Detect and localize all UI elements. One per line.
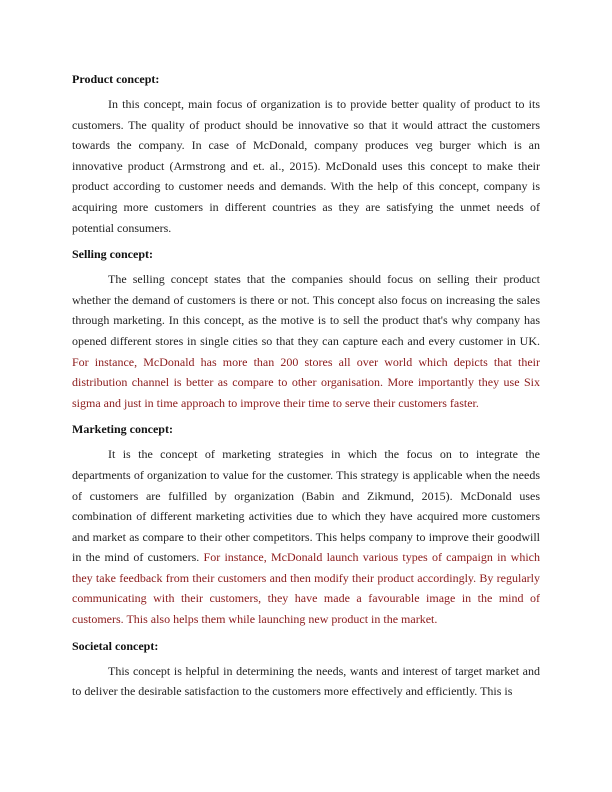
- paragraph-text: This concept is helpful in determining the needs, wants and interest of target market and to deliver the desirable satisfaction to the customers more effectively and efficiently. This is: [72, 663, 540, 699]
- section-paragraph: [72, 444, 540, 629]
- section-heading: Selling concept:: [72, 247, 153, 262]
- paragraph-text: It is the concept of marketing strategies in which the focus on to integrate the departments of organization to value for the customer. This strategy is applicable when the needs of customers are fulfilled by organization (Babin and Zikmund, 2015). McDonald uses combination of different marketing activities due to which they have acquired more customers and market as compare to their other competitors. This helps company to improve their goodwill in the mind of customers.: [72, 447, 540, 565]
- section-product-concept: [72, 70, 540, 238]
- paragraph-highlight: For instance, McDonald launch various types of campaign in which they take feedback from their customers and then modify their product accordingly. By regularly communicating with their customers, they have made a favourable image in the mind of customers. This also helps them while launching new product in the market.: [72, 550, 540, 627]
- paragraph-highlight: For instance, McDonald has more than 200 stores all over world which depicts that their distribution channel is better as compare to other organisation. More importantly they use Six sigma and just in time approach to improve their time to serve their customers faster.: [72, 354, 540, 410]
- section-paragraph: [72, 661, 540, 702]
- section-marketing-concept: [72, 420, 540, 629]
- section-heading: Product concept:: [72, 72, 160, 86]
- document-page: [72, 70, 540, 709]
- section-paragraph: [72, 94, 540, 238]
- section-paragraph: [72, 269, 540, 413]
- paragraph-text: In this concept, main focus of organization is to provide better quality of product to its customers. The quality of product should be innovative so that it would attract the customers towards the company. In case of McDonald, company produces veg burger which is an innovative product (Armstrong and et. al., 2015). McDonald uses this concept to make their product according to customer needs and demands. With the help of this concept, company is acquiring more customers in different countries as they are satisfying the unmet needs of potential consumers.: [72, 97, 540, 235]
- section-heading: Marketing concept:: [72, 422, 173, 437]
- section-selling-concept: [72, 245, 540, 413]
- section-heading: Societal concept:: [72, 638, 159, 653]
- paragraph-text: The selling concept states that the companies should focus on selling their product whether the demand of customers is there or not. This concept also focus on increasing the sales through marketing. In this concept, as the motive is to sell the product that's why company has opened different stores in single cities so that they can capture each and every customer in UK.: [72, 272, 540, 348]
- section-societal-concept: [72, 637, 540, 702]
